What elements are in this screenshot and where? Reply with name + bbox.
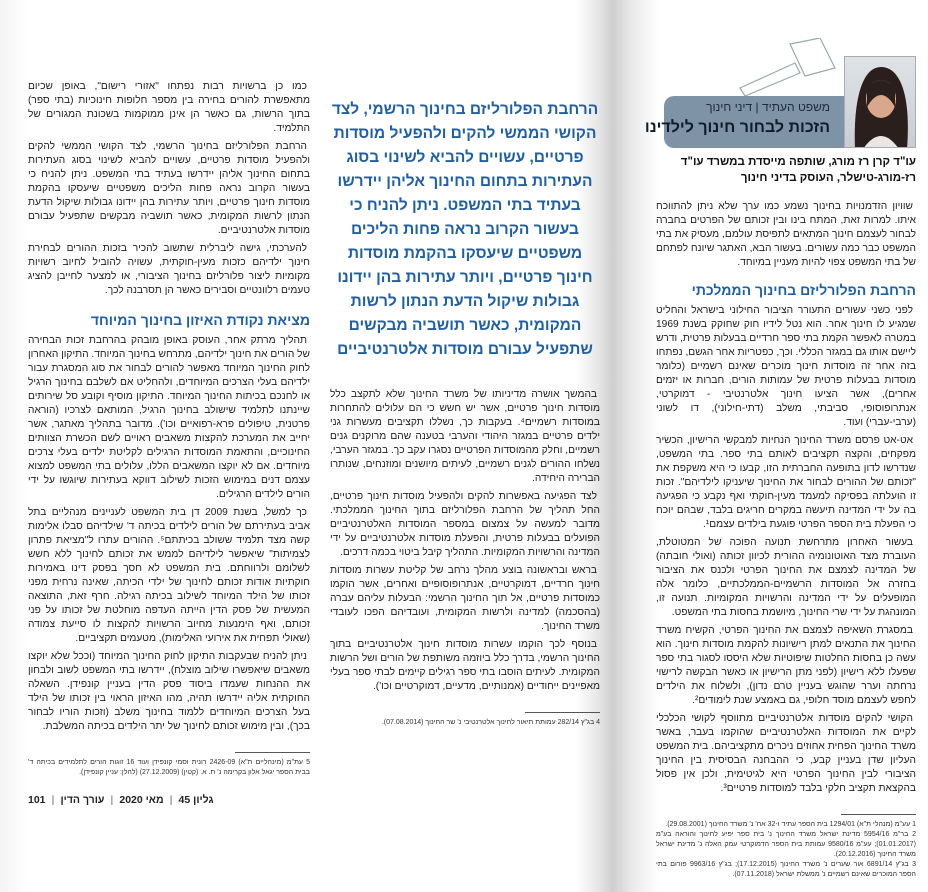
middle-column-wrap (330, 98, 600, 728)
section-rubric: משפט העתיד | דיני חינוך (706, 100, 830, 114)
footnote-rule (841, 814, 916, 815)
paragraph: תהליך מרתק אחר, העוסק באופן מובהק בהרחבת זכות הבחירה של הורים את חינוך ילדיהם, מתרחש בחינוך המיוחד. התיקון האחרון לחוק החינוך המיוחד מאפשר להורים לבחור את סוג המסגרת עבור ילדיהם בעלי הצרכים המיוחדים, ולהחליט אם לשלבם בחינוך הרגיל או לחנכם בכיתות החינוך המיוחד. התיקון מוסיף וקובע סל שירותים שיינתנו לתלמיד שישולב בחינוך הרגיל, המותאם לצרכיו (הוראה פרטנית, טיפולים פרא-רפואיים וכו'). מדובר בתהליך מאתגר, אשר יחייב את המערכת להקצות משאבים ראויים לשם הכשרת הצוותים החינוכיים, והתאמת המוסדות הרגילים לקליטת ילדים בעלי צרכים מיוחדים. אם לא יוקצו המשאבים הללו, עלולים בתי המשפט למצוא עצמם דנים במימוש הזכות לשילוב דווקא בעתירות שיוגשו על ידי הורים לילדים הרגילים. (28, 335, 310, 500)
paragraph: הקושי להקים מוסדות אלטרנטיביים מתווסף לקושי הכלכלי לקיים את המוסדות האלטרנטיביים שהוקמו בעבר, באשר משרד החינוך הפחית אחוזים ניכרים מתקציביהם. בית המשפט העליון שדן בעניין קבע, כי ההבחנה הבסיסית בין החינוך הציבורי לבין החינוך הפרטי היא לגיטימית, ולכן אין פסול בהקצאת תקציב חלקי בלבד למוסדות פרטיים³. (656, 713, 916, 794)
section-heading-special-education: מציאת נקודת האיזון בחינוך המיוחד (90, 312, 310, 328)
footnote-5 (28, 752, 310, 778)
footer-magazine: עורך הדין (60, 794, 105, 806)
left-column (28, 80, 310, 738)
paragraph: במסגרת השאיפה לצמצם את החינוך הפרטי, הקשיח משרד החינוך את התנאים למתן רישיונות להקמת מוסדות חינוך. הוא עשה כן בחסות החלטות שיפוטיות שלא היססו לסגור בתי ספר שפעלו ללא רישיון (לפני מתן הרישיון או כאשר הבקשה לרישוי נרחתה וערר שהוגש בעניין טרם נדון), ולשלוח את הילדים לחפש לעצמם מוסד חלופי, גם באמצע שנת לימודים². (656, 625, 916, 706)
page-number: 101 (28, 794, 46, 806)
paragraph: הרחבת הפלורליזם בחינוך הרשמי, לצד הקושי הממשי להקים ולהפעיל מוסדות פרטיים, עשויים להביא לשינוי בסוג העתירות בתחום החינוך אליהן יידרשו בעתיד בתי המשפט. ניתן להניח כי בעשור הקרוב נראה פחות הליכים משפטיים שיעסקו בהקמת מוסדות חינוך פרטיים, ויותר עתירות בהן יידונו גבולות שיקול הדעת הנתון לרשות המקומית, כאשר תושביה מבקשים שתפעיל עבורם מוסדות אלטרנטיביים. (28, 141, 310, 236)
paragraph: בהמשך אושרה מדיניותו של משרד החינוך שלא לתקצב כלל מוסדות חינוך פרטיים, אשר יש חשש כי הם עלולים להתחרות במוסדות רשמיים⁴. בעקבות כך, נשללו תקציבים מעשרות גני ילדים פרטיים במגזר היהודי והערבי בטענה שהם מרוקנים גנים רשמיים, וחלק מהמוסדות הפרטיים נסגרו עקב כך. במגזר הערבי, נשלחו ההורים לגנים רשמיים, לעיתים מיושנים ומוזנחים, שנותרו הברירה היחידה. (330, 389, 600, 484)
paragraph: כמו כן ברשויות רבות נפתחו "אזורי רישום", באופן שכיום מתאפשרת להורים בחירה בין מספר חלופות חינוכיות (בתי ספר) בתוך הרשות, גם כאשר הן אינן ממוקמות בשכונת המגורים של התלמיד. (28, 81, 310, 134)
left-column-wrap (28, 80, 310, 806)
article-title: הזכות לבחור חינוך לילדינו (644, 119, 830, 136)
paragraph: ניתן להניח שבעקבות התיקון לחוק החינוך המיוחד (וככל שלא יוקצו משאבים שיאפשרו שילוב מוצלח), יידרשו בתי המשפט לשוב ולבחון את ההנחות שעמדו ביסוד פסק הדין בעניין קונפידן. השאלה החוקתית אליה יידרשו תהיה, מהו האיזון הראוי בין זכותו של הילד בעל הצרכים המיוחדים ללמוד בחינוך משלב (וזכות הוריו לבחור בכך), ובין מימוש זכותם לחינוך של יתר הילדים בכיתה המשלבת. (28, 651, 310, 732)
footnotes-1-3 (656, 814, 916, 880)
footnote-text: 2 בר"מ 5954/16 מדינת ישראל משרד החינוך נ' בית ספר יפיע לחינוך והוראה בע"מ (01.01.2017); עע"מ 9580/16 עמותת בית הספר הדמוקרטי עמק האלה נ' מדינת ישראל משרד החינוך (20.12.2016). (656, 831, 917, 858)
footer-date: מאי 2020 (119, 794, 164, 806)
paragraph: אט-אט פרסם משרד החינוך הנחיות למבקשי הרישיון, הכשיר מפקחים, והקצה תקציבים לאותם בתי ספר. בתי המשפט, שנדרשו לדון בתופעה החברתית הזו, קבעו כי היא משקפת את "זכותם של ההורים לבחור את החינוך שיעניקו לילדיהם". זכות זו הועלתה בפסיקה למעמד מעין-חוקתי ואף נקבע כי הפגיעה בה על ידי המדינה תיעשה במקרים חריגים בלבד, שבהם יוכח כי הפעלת בית הספר הפרטי פוגעת בילדים עצמם¹. (656, 435, 916, 530)
paragraph: לפני כשני עשורים התעורר הציבור החילוני בישראל והחליט שמגיע לו חינוך אחר. הוא נטל לידיו חוק שחוקק בשנת 1969 במטרה לאפשר הקמת בתי ספר חרדיים בבעלות פרטית, ודרש ליישם אותו גם במגזר הכללי. וכך, כפטריות אחר הגשם, נפתחו בזה אחר זה מוסדות חינוך מוכרים שאינם רשמיים (כלומר מוסדות בבעלות פרטית של עמותות הורים, חברות או יזמים אחרים), אשר הציעו חינוך אלטרנטיבי - דמוקרטי, אנתרופוסופי, סביבתי, משלב (דתי-חילוני), דו לשוני (ערבי-עברי) ועוד. (656, 305, 916, 428)
paragraph: בראש ובראשונה בוצע מהלך נרחב של קליטת עשרות מוסדות חינוך חרדיים, דמוקרטיים, אנתרופוסופיים ואחרים, אשר הוקמו כמוסדות פרטיים, אל תוך החינוך הרשמי: הבעלות עליהם עברה (בהסכמה) למדינה ולרשות המקומית, ועובדיהם הפכו לעובדי משרד החינוך. (330, 565, 600, 632)
footnote-text: 1 עע"מ (מנהלי ת"א) 1294/01 בית הספר עתיד ו-32 אח' נ' משרד החינוך (29.08.2001). (665, 821, 916, 828)
paragraph: בנוסף לכך הוקמו עשרות מוסדות חינוך אלטרנטיביים בתוך החינוך הרשמי, בדרך כלל ביוזמה משותפת של הורים ושל הרשות המקומית. לעיתים הוסבו בתי ספר רגילים קיימים לבתי ספר בעלי מאפיינים ייחודיים (אמנותיים, מדעיים, דמוקרטיים וכו'). (330, 639, 600, 692)
article-intro: שוויון הזדמנויות בחינוך נשמע כמו ערך שלא ניתן להתווכח איתו. למרות זאת, המתח בינו ובין זכותם של הפרטים בחברה לבחור לעצמם חינוך המתאים לתפיסת עולמם, מעסיק את בתי המשפט כבר כמה עשורים. בעשור הבא, האתגר שיונח לפתחם של בתי המשפט צפוי להיות מעניין במיוחד. (656, 201, 916, 268)
pull-quote: הרחבת הפלורליזם בחינוך הרשמי, לצד הקושי הממשי להקים ולהפעיל מוסדות פרטיים, עשויים להביא לשינוי בסוג העתירות בתחום החינוך אליהן יידרשו בעתיד בתי המשפט. ניתן להניח כי בעשור הקרוב נראה פחות הליכים משפטיים שיעסקו בהקמת מוסדות חינוך פרטיים, ויותר עתירות בהן יידונו גבולות שיקול הדעת הנתון לרשות המקומית, כאשר תושביה מבקשים שתפעיל עבורם מוסדות אלטרנטיביים (331, 101, 599, 358)
paragraph: כך למשל, בשנת 2009 דן בית המשפט לעניינים מנהליים בתל אביב בעתירתם של הורים לילדים בכיתה ד' שילדיהם סבלו אלימות קשה מצד תלמיד ששולב בכיתתם⁵. ההורים עתרו ל"מציאת פתרון לצמיתות" שיאפשר לילדיהם לממש את זכותם לחינוך ללא חשש לשלומם ולרווחתם. בית המשפט לא חסך בפסק דינו באמירות חוקתיות אודות זכותם לחינוך של ילדי הכיתה, שאינה נרחית מפני זכותו של הילד המיוחד לשילוב בכיתה רגילה. חרף זאת, התוצאה המעשית של פסק הדין הייתה העדפה מוחלטת של זכותו על פני זכותם, ואף הימנעות מחיוב הרשויות להקצות לו סייעת צמודה (שאולי תפחית את אירועי האלימות), מטעמים תקציביים. (28, 507, 310, 644)
right-column (656, 200, 916, 800)
footnote-rule (235, 752, 310, 753)
footnote-text: 4 בג"ץ 282/14 עמותת תיאור לחינוך אלטרנטיבי נ' שר החינוך (07.08.2014). (381, 719, 600, 726)
author-photo (844, 56, 916, 148)
footer-issue: גליון 45 (178, 794, 214, 806)
footnote-text: 3 בג"ץ 6891/14 אור שערים נ' משרד החינוך (17.12.2015); בג"ץ 9963/16 פורום בתי הספר המוכרים שאינם רשמיים נ' ממשלת ישראל (07.11.2018). (656, 861, 916, 878)
section-heading-pluralism: הרחבת הפלורליזם בחינוך הממלכתי (691, 282, 916, 298)
paragraph: לצד הפגיעה באפשרות להקים ולהפעיל מוסדות חינוך פרטיים, החל תהליך של הרחבת הפלורליזם בתוך החינוך הממלכתי. מדובר למעשה על צמצום במספר המוסדות האלטרנטיביים הפועלים בבעלות פרטית, והפעלת מוסדות אלטרנטיביים על ידי המדינה והרשויות המקומיות. התהליך קיבל ביטוי בכמה דרכים. (330, 491, 600, 558)
footnote-rule (525, 712, 600, 713)
page-footer: גליון 45|מאי 2020|עורך הדין|101 (28, 794, 214, 806)
gavel-illustration-icon (700, 38, 850, 96)
middle-column (330, 388, 600, 698)
right-column-wrap (656, 154, 916, 880)
footnote-text: 5 עת"מ (מינהליים ת"א) 2426-09 רונית וסמי קונפידן ועוד 16 זוגות הורים לתלמידים בכיתה ד' בבית הספר יגאל אלון בקרימה נ' ת. א. (קטין) (27.12.2009) (להלן: עניין קונפידן). (28, 759, 310, 776)
paragraph: בעשור האחרון מתרחשת תנועה הפוכה של המטוטלת, העוברת מצד האוטונומיה ההורית לכיוון זכותה (ואולי חובתה) של המדינה לצמצם את החינוך הפרטי ולכנס את הציבור בחזרה אל המוסדות הרשמיים-הממלכתיים, כלומר אלה המופעלים על ידי המדינה והרשויות המקומיות. תנועה זו, המונהגת על ידי שרי החינוך, מיושמת בחסות בתי המשפט. (656, 537, 916, 618)
author-byline: עו"ד קרן רז מורג, שותפה מייסדת במשרד עו"ד רז-מורג-טישלר, העוסק בדיני חינוך (680, 156, 916, 184)
paragraph: להערכתי, גישה ליברלית שתשוב להכיר בזכות ההורים לבחירת חינוך ילדיהם כזכות מעין-חוקתית, עשויה להוביל לחיוב רשויות מקומיות ליצור פלורליזם בחינוך הציבורי, או למצער לחייבן להציג טעמים רלוונטיים וסבירים כאשר הן תסרבנה לכך. (28, 243, 310, 296)
footnote-4 (330, 712, 600, 728)
